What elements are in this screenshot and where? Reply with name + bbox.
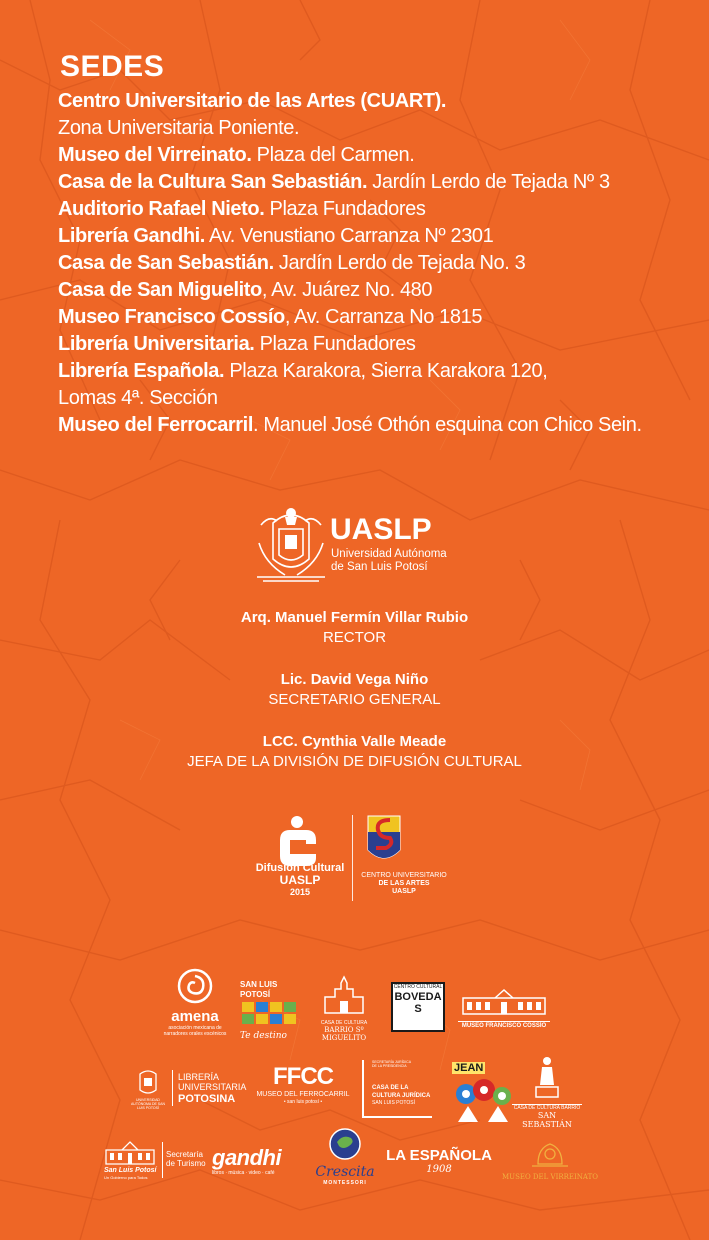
bovedas-logo: CENTRO CULTURAL BOVEDAS <box>391 982 445 1032</box>
sedes-section <box>58 50 698 439</box>
authority: Lic. David Vega Niño SECRETARIO GENERAL <box>268 671 441 708</box>
museo-virreinato-logo: MUSEO DEL VIRREINATO <box>496 1140 604 1181</box>
church-icon <box>319 975 369 1015</box>
authority: Arq. Manuel Fermín Villar Rubio RECTOR <box>240 609 469 646</box>
sede-item: Librería Española. Plaza Karakora, Sierra Karakora 120, <box>58 360 548 382</box>
jean-logo: JEAN <box>452 1058 516 1129</box>
authority: LCC. Cynthia Valle Meade JEFA DE LA DIVISIÓN DE DIFUSIÓN CULTURAL <box>187 733 522 770</box>
amena-spiral-icon <box>175 968 215 1004</box>
cuart-label: CENTRO UNIVERSITARIO DE LAS ARTES UASLP <box>361 872 447 895</box>
casa-miguelito-logo: CASA DE CULTURA BARRIO Sº MIGUELITO <box>304 975 384 1042</box>
casa-cultura-juridica-logo: SECRETARÍA JURÍDICA DE LA PRESIDENCIA CASA DE LA CULTURA JURÍDICA SAN LUIS POTOSÍ <box>362 1060 432 1118</box>
casa-san-sebastian-logo: CASA DE CULTURA BARRIO SAN SEBASTIÁN <box>512 1055 582 1129</box>
sede-item: Museo del Ferrocarril. Manuel José Othón esquina con Chico Sein. <box>58 414 642 436</box>
sede-item: Zona Universitaria Poniente. <box>58 117 300 139</box>
sede-item: Lomas 4ª. Sección <box>58 387 218 409</box>
uaslp-acronym: UASLP <box>330 513 432 546</box>
virreinato-crest-icon <box>530 1140 570 1168</box>
museo-cossio-logo: MUSEO FRANCISCO COSSÍO <box>458 988 550 1030</box>
building-facade-icon <box>459 988 549 1016</box>
crescita-logo: Crescita MONTESSORI <box>312 1128 378 1186</box>
sede-item: Auditorio Rafael Nieto. Plaza Fundadores <box>58 198 426 220</box>
sede-item: Librería Universitaria. Plaza Fundadores <box>58 333 416 355</box>
sede-item: Centro Universitario de las Artes (CUART). <box>58 90 447 112</box>
slp-turismo-logo: SAN LUIS POTOSÍ Te destino <box>240 980 302 1041</box>
statue-icon <box>532 1055 562 1099</box>
amena-logo: amena asociación mexicana de narradores orales escénicos <box>155 968 235 1037</box>
sede-item: Casa de San Sebastián. Jardín Lerdo de Tejada No. 3 <box>58 252 526 274</box>
logo-divider <box>352 815 353 901</box>
gandhi-logo: gandhi libros · música · video · café <box>212 1145 282 1176</box>
sedes-title: SEDES <box>60 50 165 83</box>
museo-ferrocarril-logo: FFCC MUSEO DEL FERROCARRIL • san luis potosí • <box>256 1063 350 1105</box>
crescita-globe-icon <box>329 1128 361 1160</box>
sede-item: Librería Gandhi. Av. Venustiano Carranza Nº 2301 <box>58 225 494 247</box>
sede-item: Casa de la Cultura San Sebastián. Jardín Lerdo de Tejada Nº 3 <box>58 171 610 193</box>
sede-item: Museo del Virreinato. Plaza del Carmen. <box>58 144 415 166</box>
difusion-cultural-label: Difusión Cultural UASLP 2015 <box>255 862 345 897</box>
sede-item: Casa de San Miguelito, Av. Juárez No. 480 <box>58 279 433 301</box>
uaslp-fullname: Universidad Autónoma de San Luis Potosí <box>331 548 447 573</box>
uaslp-small-crest-icon <box>128 1070 168 1098</box>
la-espanola-logo: LA ESPAÑOLA 1908 <box>386 1147 492 1175</box>
authorities-section <box>0 608 709 794</box>
cartoon-characters-icon <box>452 1076 516 1124</box>
palace-icon <box>104 1138 156 1166</box>
slp-colorblocks-icon <box>240 1000 300 1026</box>
sede-item: Museo Francisco Cossío, Av. Carranza No 1815 <box>58 306 483 328</box>
